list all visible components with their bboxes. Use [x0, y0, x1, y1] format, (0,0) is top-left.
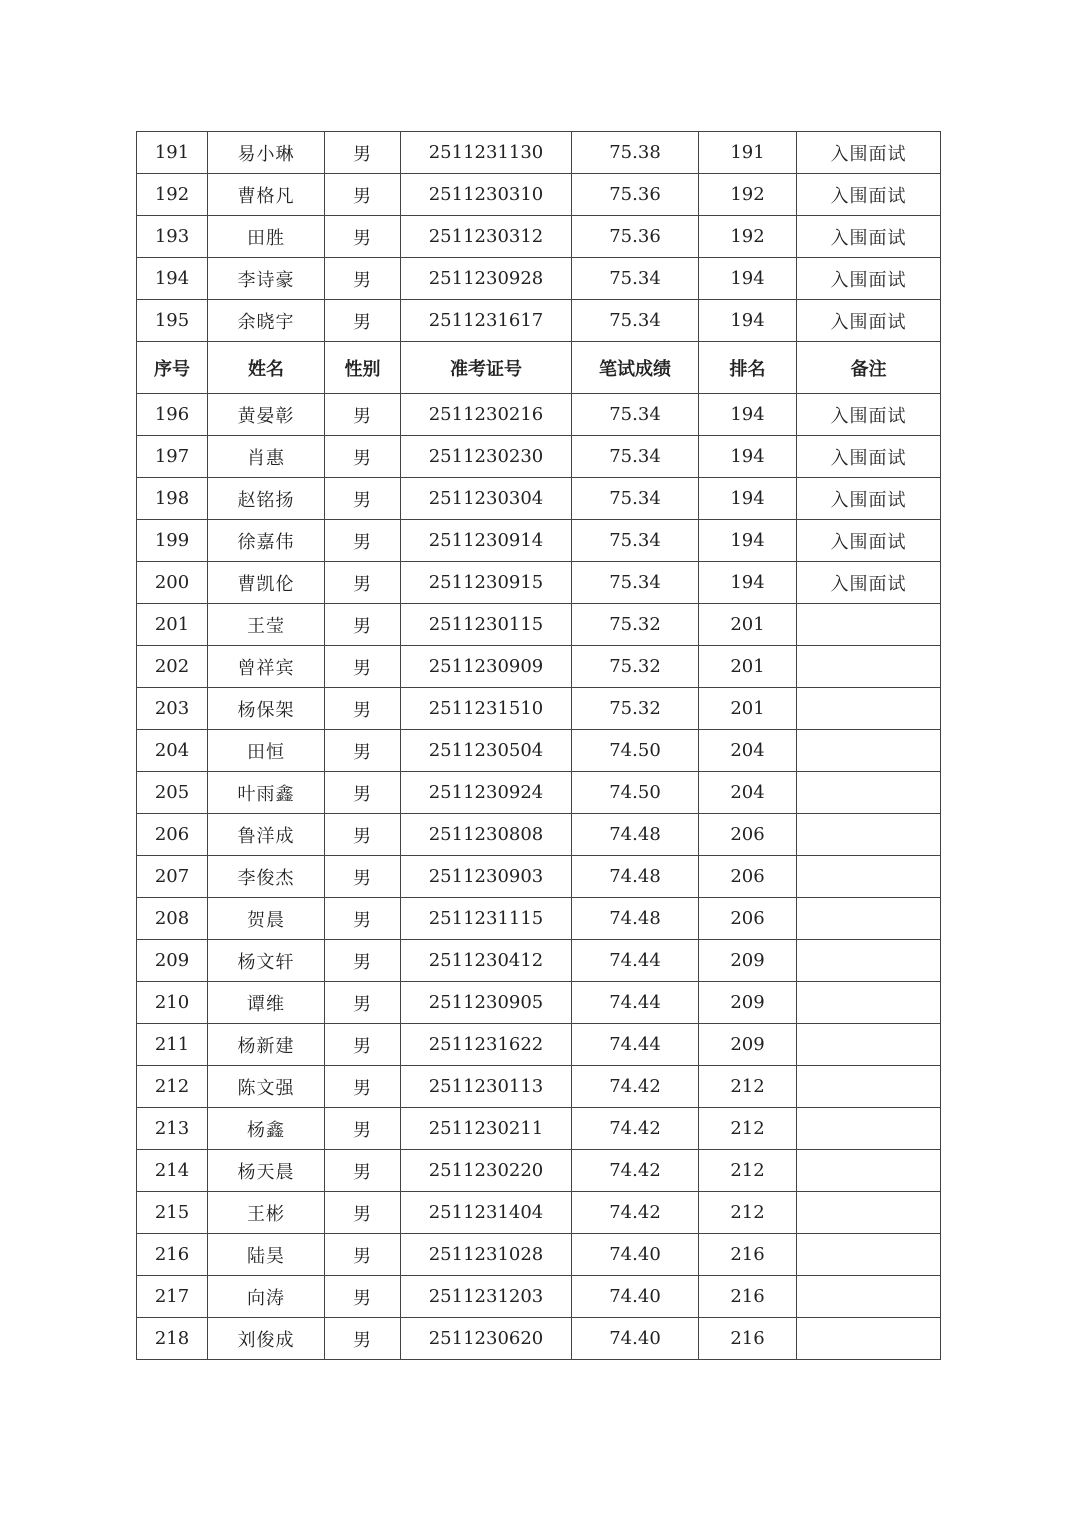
score-cell: 74.48 [572, 856, 699, 898]
score-cell: 74.44 [572, 940, 699, 982]
rank-cell: 212 [699, 1066, 797, 1108]
remark-cell: 入围面试 [797, 394, 941, 436]
score-cell: 75.32 [572, 604, 699, 646]
table-row [137, 562, 941, 604]
exam-id-cell: 2511230924 [401, 772, 572, 814]
name-cell: 易小琳 [208, 132, 325, 174]
gender-cell: 男 [325, 562, 401, 604]
score-cell: 75.32 [572, 688, 699, 730]
gender-cell: 男 [325, 1276, 401, 1318]
name-cell: 黄晏彰 [208, 394, 325, 436]
header-rank: 排名 [699, 342, 797, 394]
table-row [137, 1276, 941, 1318]
rank-cell: 192 [699, 216, 797, 258]
rank-cell: 194 [699, 300, 797, 342]
serial-cell: 207 [137, 856, 208, 898]
score-cell: 75.34 [572, 562, 699, 604]
name-cell: 向涛 [208, 1276, 325, 1318]
gender-cell: 男 [325, 856, 401, 898]
gender-cell: 男 [325, 814, 401, 856]
table-row [137, 258, 941, 300]
remark-cell [797, 940, 941, 982]
score-cell: 74.42 [572, 1108, 699, 1150]
serial-cell: 217 [137, 1276, 208, 1318]
remark-cell [797, 1192, 941, 1234]
gender-cell: 男 [325, 982, 401, 1024]
table-row [137, 478, 941, 520]
header-score: 笔试成绩 [572, 342, 699, 394]
name-cell: 李诗豪 [208, 258, 325, 300]
table-row [137, 520, 941, 562]
gender-cell: 男 [325, 478, 401, 520]
gender-cell: 男 [325, 174, 401, 216]
table-row [137, 1192, 941, 1234]
exam-id-cell: 2511230216 [401, 394, 572, 436]
rank-cell: 194 [699, 436, 797, 478]
rank-cell: 201 [699, 604, 797, 646]
serial-cell: 197 [137, 436, 208, 478]
gender-cell: 男 [325, 520, 401, 562]
rank-cell: 209 [699, 940, 797, 982]
name-cell: 田恒 [208, 730, 325, 772]
score-cell: 74.44 [572, 982, 699, 1024]
table-row [137, 436, 941, 478]
rank-cell: 204 [699, 730, 797, 772]
score-cell: 74.44 [572, 1024, 699, 1066]
name-cell: 杨保架 [208, 688, 325, 730]
exam-id-cell: 2511230928 [401, 258, 572, 300]
exam-id-cell: 2511230808 [401, 814, 572, 856]
serial-cell: 191 [137, 132, 208, 174]
gender-cell: 男 [325, 898, 401, 940]
remark-cell [797, 1318, 941, 1360]
gender-cell: 男 [325, 1108, 401, 1150]
rank-cell: 209 [699, 982, 797, 1024]
table-row [137, 856, 941, 898]
gender-cell: 男 [325, 688, 401, 730]
rank-cell: 206 [699, 898, 797, 940]
exam-id-cell: 2511231404 [401, 1192, 572, 1234]
table-row [137, 394, 941, 436]
name-cell: 杨文轩 [208, 940, 325, 982]
serial-cell: 210 [137, 982, 208, 1024]
remark-cell [797, 646, 941, 688]
rank-cell: 194 [699, 520, 797, 562]
gender-cell: 男 [325, 940, 401, 982]
remark-cell [797, 688, 941, 730]
exam-id-cell: 2511231617 [401, 300, 572, 342]
remark-cell [797, 856, 941, 898]
table-body [137, 132, 941, 1360]
remark-cell [797, 1234, 941, 1276]
name-cell: 曹凯伦 [208, 562, 325, 604]
serial-cell: 209 [137, 940, 208, 982]
gender-cell: 男 [325, 132, 401, 174]
table-row [137, 1024, 941, 1066]
serial-cell: 204 [137, 730, 208, 772]
header-serial: 序号 [137, 342, 208, 394]
rank-cell: 216 [699, 1276, 797, 1318]
name-cell: 陈文强 [208, 1066, 325, 1108]
score-cell: 74.50 [572, 730, 699, 772]
name-cell: 杨天晨 [208, 1150, 325, 1192]
exam-id-cell: 2511231130 [401, 132, 572, 174]
score-cell: 74.40 [572, 1276, 699, 1318]
table-row [137, 688, 941, 730]
remark-cell [797, 982, 941, 1024]
remark-cell [797, 730, 941, 772]
name-cell: 陆昊 [208, 1234, 325, 1276]
score-cell: 74.42 [572, 1150, 699, 1192]
exam-id-cell: 2511231622 [401, 1024, 572, 1066]
exam-id-cell: 2511231028 [401, 1234, 572, 1276]
name-cell: 刘俊成 [208, 1318, 325, 1360]
name-cell: 李俊杰 [208, 856, 325, 898]
rank-cell: 192 [699, 174, 797, 216]
header-exam-id: 准考证号 [401, 342, 572, 394]
gender-cell: 男 [325, 772, 401, 814]
remark-cell [797, 772, 941, 814]
score-cell: 75.32 [572, 646, 699, 688]
table-row [137, 132, 941, 174]
score-table [136, 131, 941, 1360]
rank-cell: 216 [699, 1318, 797, 1360]
remark-cell: 入围面试 [797, 300, 941, 342]
score-cell: 74.40 [572, 1318, 699, 1360]
rank-cell: 194 [699, 394, 797, 436]
exam-id-cell: 2511230915 [401, 562, 572, 604]
remark-cell [797, 1024, 941, 1066]
gender-cell: 男 [325, 300, 401, 342]
table-row [137, 174, 941, 216]
remark-cell: 入围面试 [797, 132, 941, 174]
serial-cell: 202 [137, 646, 208, 688]
name-cell: 贺晨 [208, 898, 325, 940]
exam-id-cell: 2511230903 [401, 856, 572, 898]
rank-cell: 209 [699, 1024, 797, 1066]
exam-id-cell: 2511230914 [401, 520, 572, 562]
remark-cell [797, 898, 941, 940]
table-row [137, 814, 941, 856]
serial-cell: 212 [137, 1066, 208, 1108]
score-cell: 75.34 [572, 520, 699, 562]
gender-cell: 男 [325, 646, 401, 688]
serial-cell: 196 [137, 394, 208, 436]
header-gender: 性别 [325, 342, 401, 394]
gender-cell: 男 [325, 1150, 401, 1192]
serial-cell: 195 [137, 300, 208, 342]
name-cell: 余晓宇 [208, 300, 325, 342]
serial-cell: 215 [137, 1192, 208, 1234]
rank-cell: 204 [699, 772, 797, 814]
remark-cell: 入围面试 [797, 216, 941, 258]
serial-cell: 193 [137, 216, 208, 258]
score-cell: 75.34 [572, 300, 699, 342]
gender-cell: 男 [325, 258, 401, 300]
score-cell: 75.34 [572, 478, 699, 520]
exam-id-cell: 2511230220 [401, 1150, 572, 1192]
serial-cell: 211 [137, 1024, 208, 1066]
gender-cell: 男 [325, 1234, 401, 1276]
serial-cell: 198 [137, 478, 208, 520]
exam-id-cell: 2511230905 [401, 982, 572, 1024]
exam-id-cell: 2511230113 [401, 1066, 572, 1108]
gender-cell: 男 [325, 394, 401, 436]
name-cell: 王莹 [208, 604, 325, 646]
remark-cell: 入围面试 [797, 258, 941, 300]
remark-cell: 入围面试 [797, 562, 941, 604]
remark-cell [797, 1066, 941, 1108]
rank-cell: 191 [699, 132, 797, 174]
score-cell: 74.48 [572, 814, 699, 856]
name-cell: 田胜 [208, 216, 325, 258]
name-cell: 曹格凡 [208, 174, 325, 216]
table-row [137, 1318, 941, 1360]
exam-id-cell: 2511231203 [401, 1276, 572, 1318]
score-cell: 75.34 [572, 394, 699, 436]
exam-id-cell: 2511230312 [401, 216, 572, 258]
gender-cell: 男 [325, 1024, 401, 1066]
remark-cell [797, 1150, 941, 1192]
remark-cell [797, 1108, 941, 1150]
rank-cell: 212 [699, 1108, 797, 1150]
table-row [137, 604, 941, 646]
table-row [137, 730, 941, 772]
exam-id-cell: 2511230230 [401, 436, 572, 478]
exam-id-cell: 2511230310 [401, 174, 572, 216]
serial-cell: 208 [137, 898, 208, 940]
exam-id-cell: 2511230304 [401, 478, 572, 520]
table-row [137, 300, 941, 342]
exam-id-cell: 2511230620 [401, 1318, 572, 1360]
score-cell: 74.40 [572, 1234, 699, 1276]
table-row [137, 982, 941, 1024]
score-cell: 74.48 [572, 898, 699, 940]
serial-cell: 192 [137, 174, 208, 216]
serial-cell: 205 [137, 772, 208, 814]
score-cell: 74.42 [572, 1192, 699, 1234]
exam-id-cell: 2511231115 [401, 898, 572, 940]
name-cell: 赵铭扬 [208, 478, 325, 520]
exam-id-cell: 2511230504 [401, 730, 572, 772]
serial-cell: 203 [137, 688, 208, 730]
remark-cell [797, 1276, 941, 1318]
table-row [137, 216, 941, 258]
gender-cell: 男 [325, 1066, 401, 1108]
rank-cell: 206 [699, 814, 797, 856]
rank-cell: 206 [699, 856, 797, 898]
score-cell: 75.36 [572, 174, 699, 216]
remark-cell: 入围面试 [797, 520, 941, 562]
table-row [137, 1066, 941, 1108]
serial-cell: 213 [137, 1108, 208, 1150]
remark-cell: 入围面试 [797, 436, 941, 478]
score-cell: 75.36 [572, 216, 699, 258]
header-remark: 备注 [797, 342, 941, 394]
gender-cell: 男 [325, 730, 401, 772]
score-cell: 75.38 [572, 132, 699, 174]
serial-cell: 214 [137, 1150, 208, 1192]
table-row [137, 1108, 941, 1150]
name-cell: 杨鑫 [208, 1108, 325, 1150]
serial-cell: 201 [137, 604, 208, 646]
exam-id-cell: 2511230115 [401, 604, 572, 646]
name-cell: 王彬 [208, 1192, 325, 1234]
remark-cell: 入围面试 [797, 174, 941, 216]
rank-cell: 216 [699, 1234, 797, 1276]
score-cell: 74.42 [572, 1066, 699, 1108]
rank-cell: 194 [699, 258, 797, 300]
table-header-row [137, 342, 941, 394]
table-row [137, 898, 941, 940]
exam-id-cell: 2511230909 [401, 646, 572, 688]
serial-cell: 194 [137, 258, 208, 300]
score-cell: 75.34 [572, 436, 699, 478]
gender-cell: 男 [325, 1192, 401, 1234]
serial-cell: 199 [137, 520, 208, 562]
score-cell: 75.34 [572, 258, 699, 300]
rank-cell: 212 [699, 1192, 797, 1234]
gender-cell: 男 [325, 216, 401, 258]
table-row [137, 1150, 941, 1192]
table-row [137, 1234, 941, 1276]
gender-cell: 男 [325, 1318, 401, 1360]
remark-cell: 入围面试 [797, 478, 941, 520]
name-cell: 鲁洋成 [208, 814, 325, 856]
serial-cell: 216 [137, 1234, 208, 1276]
serial-cell: 200 [137, 562, 208, 604]
remark-cell [797, 604, 941, 646]
rank-cell: 194 [699, 562, 797, 604]
name-cell: 肖惠 [208, 436, 325, 478]
rank-cell: 201 [699, 646, 797, 688]
rank-cell: 194 [699, 478, 797, 520]
serial-cell: 206 [137, 814, 208, 856]
name-cell: 叶雨鑫 [208, 772, 325, 814]
score-cell: 74.50 [572, 772, 699, 814]
remark-cell [797, 814, 941, 856]
table-row [137, 940, 941, 982]
table-row [137, 646, 941, 688]
table-row [137, 772, 941, 814]
gender-cell: 男 [325, 436, 401, 478]
rank-cell: 201 [699, 688, 797, 730]
exam-id-cell: 2511231510 [401, 688, 572, 730]
serial-cell: 218 [137, 1318, 208, 1360]
name-cell: 杨新建 [208, 1024, 325, 1066]
exam-id-cell: 2511230211 [401, 1108, 572, 1150]
name-cell: 曾祥宾 [208, 646, 325, 688]
name-cell: 徐嘉伟 [208, 520, 325, 562]
header-name: 姓名 [208, 342, 325, 394]
exam-id-cell: 2511230412 [401, 940, 572, 982]
name-cell: 谭维 [208, 982, 325, 1024]
gender-cell: 男 [325, 604, 401, 646]
rank-cell: 212 [699, 1150, 797, 1192]
